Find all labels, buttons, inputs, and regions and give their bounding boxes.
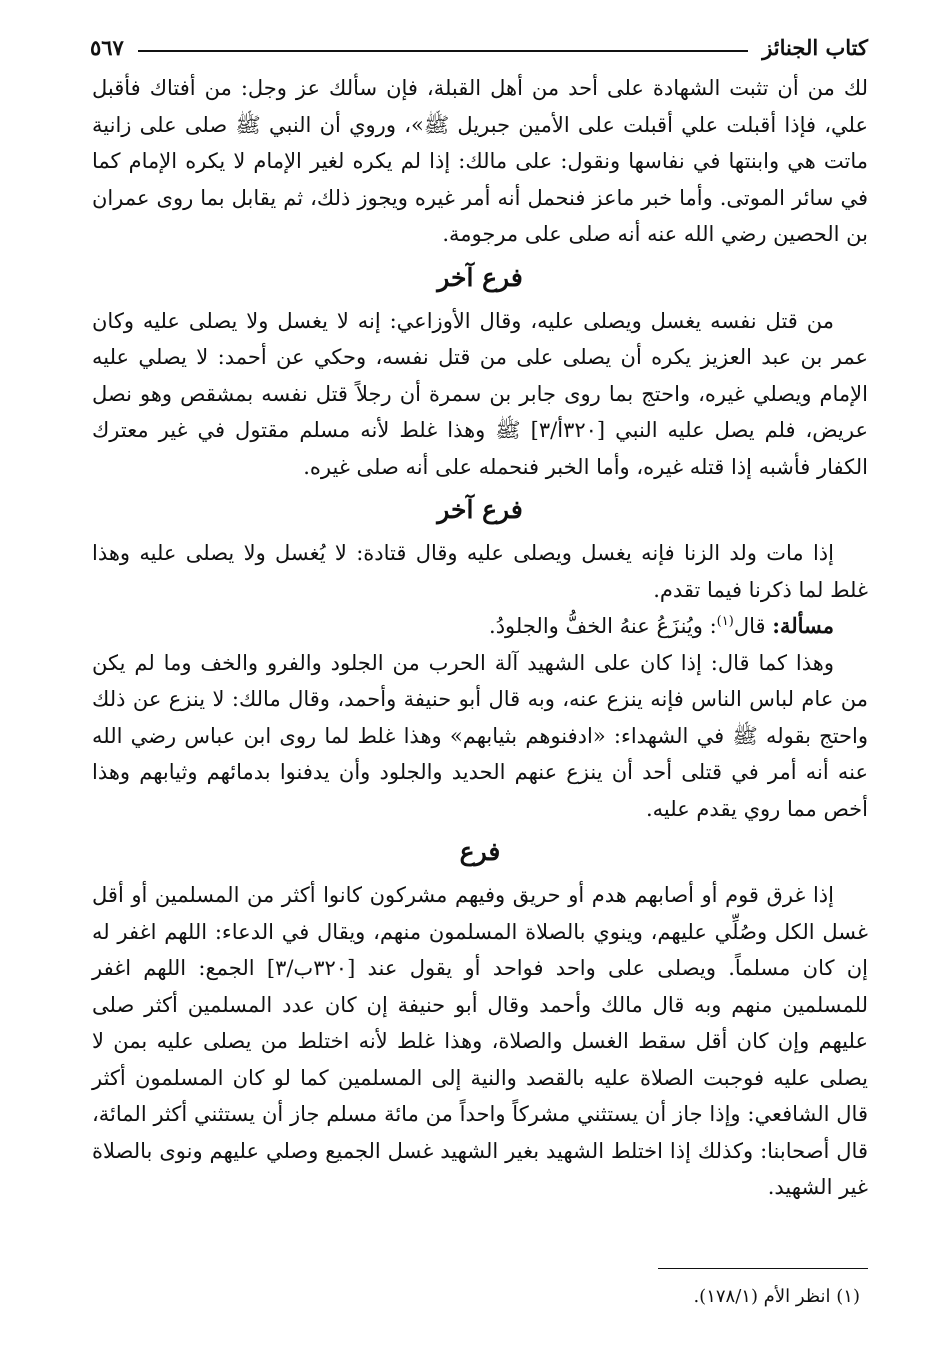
masala-label: مسألة: bbox=[772, 613, 834, 638]
masala-line bbox=[92, 608, 868, 645]
page-body bbox=[92, 70, 868, 1206]
running-header bbox=[90, 30, 868, 64]
masala-qala: قال bbox=[733, 614, 766, 638]
paragraph-3: إذا مات ولد الزنا فإنه يغسل ويصلى عليه وقال قتادة: لا يُغسل ولا يصلى عليه وهذا غلط لما ذكرنا فيما تقدم. bbox=[92, 541, 868, 602]
page-number: ٥٦٧ bbox=[90, 34, 124, 60]
paragraph-4: وهذا كما قال: إذا كان على الشهيد آلة الحرب من الجلود والفرو والخف وما لم يكن من عام لباس الناس فإنه ينزع عنه، وبه قال أبو حنيفة وأحمد، وقال مالك: لا ينزع عن ذلك واحتج بقوله ﷺ في الشهداء: «ادفنوهم بثيابهم» وهذا غلط لما روى ابن عباس رضي الله عنه أنه أمر في قتلى أحد أن ينزع عنهم الحديد والجلود وأن يدفنوا بدمائهم وثيابهم وهذا أخص مما روي يقدم عليه. bbox=[92, 650, 868, 821]
footnote-separator bbox=[658, 1268, 868, 1269]
footnote-number: (١) bbox=[836, 1286, 860, 1307]
paragraph-1: لك من أن تثبت الشهادة على أحد من أهل القبلة، فإن سألك عز وجل: من أفتاك فأقبل علي، فإذا أقبلت علي أقبلت على الأمين جبريل ﷺ»، وروي أن النبي ﷺ صلى على زانية ماتت هي وابنتها في نفاسها ونقول: على مالك: إذا لم يكره لغير الإمام لا يكره الإمام كما في سائر الموتى. وأما خبر ماعز فنحمل أنه أمر غيره ويجوز ذلك، ثم يقابل بما روى عمران بن الحصين رضي الله عنه أنه صلى على مرجومة. bbox=[92, 76, 868, 246]
header-title: كتاب الجنائز bbox=[762, 34, 868, 60]
masala-text: : ويُنزَعُ عنهُ الخفُّ والجلودُ. bbox=[489, 614, 717, 638]
section-heading-2: فرع آخر bbox=[437, 495, 523, 524]
section-heading-1: فرع آخر bbox=[437, 262, 523, 292]
header-rule bbox=[138, 50, 748, 52]
footnote-text: انظر الأم (١٧٨/١). bbox=[693, 1286, 831, 1307]
paragraph-5: إذا غرق قوم أو أصابهم هدم أو حريق وفيهم مشركون كانوا أكثر من المسلمين أو أقل غسل الكل وصُلِّي عليهم، وينوي بالصلاة المسلمون منهم، ويقال في الدعاء: اللهم اغفر له إن كان مسلماً. ويصلى على واحد فواحد أو يقول عند [٣٢٠ب/٣] الجمع: اللهم اغفر للمسلمين منهم وبه قال مالك وأحمد وقال أبو حنيفة إن كان عدد المسلمين أكثر صلى عليهم وإن كان أقل سقط الغسل والصلاة، وهذا غلط لأنه اختلط من يصلى عليه بمن لا يصلى عليه فوجبت الصلاة عليه بالقصد والنية إلى المسلمين كما لو كان المسلمون أكثر قال الشافعي: وإذا جاز أن يستثني مشركاً واحداً من مائة مسلم جاز أن يستثني أكثر المائة، قال أصحابنا: وكذلك إذا اختلط الشهيد بغير الشهيد غسل الجميع وصلي عليهم ونوى بالصلاة غير الشهيد. bbox=[92, 883, 869, 1199]
footnote-reference[interactable]: (١) bbox=[716, 614, 734, 629]
paragraph-2: من قتل نفسه يغسل ويصلى عليه، وقال الأوزاعي: إنه لا يغسل ولا يصلى عليه وكان عمر بن عبد العزيز يكره أن يصلى على من قتل نفسه، وحكي عن أحمد: لا يصلي عليه الإمام ويصلي غيره، واحتج بما روى جابر بن سمرة أن رجلاً قتل نفسه بمشقص وهو نصل عريض، فلم يصل عليه النبي [٣٢٠أ/٣] ﷺ وهذا غلط لأنه مسلم مقتول في غير معترك الكفار فأشبه إذا قتله غيره، وأما الخبر فنحمله على أنه صلى غيره. bbox=[92, 308, 868, 479]
section-heading-3: فرع bbox=[459, 837, 501, 866]
footnote bbox=[92, 1282, 860, 1312]
